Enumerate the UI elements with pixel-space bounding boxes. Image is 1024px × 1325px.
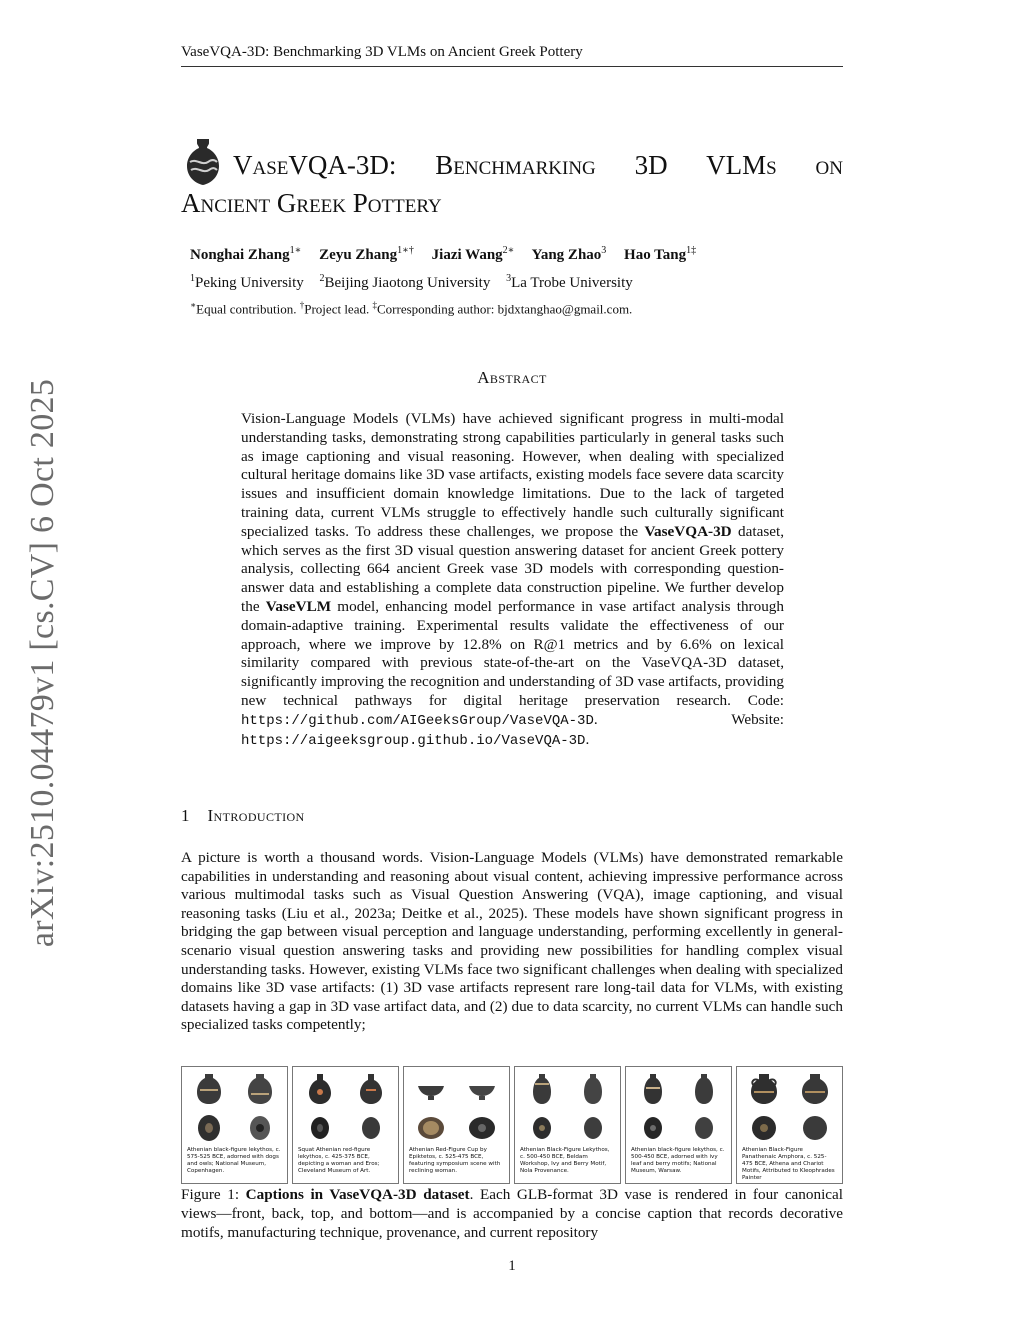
section-number: 1 [181, 806, 190, 825]
vase-view-image [347, 1109, 396, 1146]
affiliation [506, 275, 633, 291]
vase-view-image [407, 1109, 456, 1146]
vase-views [629, 1070, 728, 1146]
author-marks: 2∗ [502, 245, 515, 256]
vase-views [740, 1070, 839, 1146]
vase-view-image [185, 1109, 234, 1146]
vase-view-image [458, 1109, 507, 1146]
abstract-body [241, 410, 784, 750]
vase-view-image [236, 1070, 285, 1107]
figure-panel [736, 1066, 843, 1184]
author-marks: 3 [601, 245, 607, 256]
author-name: Zeyu Zhang [319, 247, 398, 263]
vase-view-image [185, 1070, 234, 1107]
vase-view-image [791, 1109, 840, 1146]
affiliation [320, 275, 491, 291]
author-list [190, 245, 710, 264]
figure-panel [403, 1066, 510, 1184]
model-name: VaseVLM [265, 597, 332, 615]
panel-caption: Squat Athenian red-figure lekythos, c. 425-375 BCE, depicting a woman and Eros; Cleveland Museum of Art. [298, 1147, 380, 1174]
section-title: Introduction [207, 806, 305, 825]
vase-view-image [296, 1070, 345, 1107]
figure-1 [181, 1066, 843, 1184]
figure-caption [181, 1186, 843, 1242]
vase-view-image [407, 1070, 456, 1107]
abstract-text: model, enhancing model performance in vase artifact analysis through domain-adaptive training. Experimental results validate the effectiveness of our approach, where we improve by 12.8% on R@1 metrics and by 6.6% on lexical similarity compared with previous state-of-the-art on the VaseVQA-3D dataset, significantly improving the recognition and understanding of 3D vase artifacts, providing new technical pathways for digital heritage preservation research. Code: [241, 597, 784, 709]
vase-view-image [629, 1070, 678, 1107]
vase-views [518, 1070, 617, 1146]
header-rule [181, 66, 843, 67]
vase-views [185, 1070, 284, 1146]
title-line-1: VaseVQA-3D: Benchmarking 3D VLMs on [233, 150, 843, 180]
author-name: Yang Zhao [531, 247, 602, 263]
affiliation-name: Beijing Jiaotong University [324, 275, 491, 291]
affiliation [190, 275, 304, 291]
figure-panel [181, 1066, 288, 1184]
equal-contribution-note: Equal contribution. [196, 301, 297, 317]
affiliation-name: La Trobe University [511, 275, 633, 291]
vase-view-image [791, 1070, 840, 1107]
author-name: Jiazi Wang [431, 247, 503, 263]
figure-caption-title: Captions in VaseVQA-3D dataset [245, 1186, 470, 1203]
affiliation-name: Peking University [195, 275, 304, 291]
abstract-text: . [585, 730, 590, 748]
figure-panel [292, 1066, 399, 1184]
abstract-text: dataset, which serves as the first 3D visual question answering dataset for ancient Greek pottery analysis, collecting 664 ancient Greek vase 3D models with corresponding question-answer data and establishing a complete data construction pipeline. We further develop the [241, 522, 784, 615]
title-line-2: Ancient Greek Pottery [181, 188, 442, 218]
vase-view-image [680, 1109, 729, 1146]
dataset-name: VaseVQA-3D [644, 522, 732, 540]
code-link[interactable]: https://github.com/AIGeeksGroup/VaseVQA-3D [241, 712, 594, 729]
author-notes [190, 300, 632, 317]
project-lead-note: Project lead. [304, 301, 370, 317]
section-heading [181, 806, 305, 826]
author [432, 247, 515, 263]
note-mark: † [299, 300, 305, 310]
author-marks: 1∗ [289, 245, 302, 256]
author-marks: 1∗† [397, 245, 414, 256]
vase-view-image [740, 1070, 789, 1107]
author-name: Hao Tang [624, 247, 687, 263]
author-marks: 1‡ [686, 245, 697, 256]
figure-panel [514, 1066, 621, 1184]
affiliation-list [190, 273, 645, 292]
vase-views [407, 1070, 506, 1146]
vase-view-image [629, 1109, 678, 1146]
panel-caption: Athenian Black-Figure Panathenaic Amphora, c. 525-475 BCE, Athena and Chariot Motifs, Attributed to Kleophrades Painter [742, 1147, 835, 1180]
panel-caption: Athenian black-figure lekythos, c. 500-450 BCE, adorned with ivy leaf and berry motifs; National Museum, Warsaw. [631, 1147, 725, 1174]
vase-views [296, 1070, 395, 1146]
vase-view-image [236, 1109, 285, 1146]
arxiv-id-text: arXiv:2510.04479v1 [cs.CV] 6 Oct 2025 [24, 378, 61, 948]
author [319, 247, 414, 263]
vase-view-image [458, 1070, 507, 1107]
running-head: VaseVQA-3D: Benchmarking 3D VLMs on Ancient Greek Pottery [181, 44, 583, 60]
affiliation-mark: 2 [319, 273, 325, 284]
note-mark: ‡ [372, 300, 377, 310]
arxiv-side-label [24, 378, 61, 948]
note-mark: ∗ [190, 300, 197, 310]
panel-caption: Athenian black-figure lekythos, c. 575-525 BCE, adorned with dogs and owls; National Museum, Copenhagen. [187, 1147, 281, 1174]
vase-view-image [569, 1109, 618, 1146]
vase-view-image [740, 1109, 789, 1146]
panel-caption: Athenian Red-Figure Cup by Epiktetos, c. 525-475 BCE, featuring symposium scene with reclining woman. [409, 1147, 501, 1174]
author [532, 247, 607, 263]
figure-label: Figure 1: [181, 1186, 246, 1203]
corresponding-author-note: Corresponding author: bjdxtanghao@gmail.com. [376, 301, 633, 317]
author-name: Nonghai Zhang [190, 247, 290, 263]
abstract-text: . Website: [593, 710, 784, 728]
vase-view-image [680, 1070, 729, 1107]
panel-caption: Athenian Black-Figure Lekythos, c. 500-450 BCE, Beldam Workshop, Ivy and Berry Motif, Nola Provenance. [520, 1147, 610, 1174]
paper-title [181, 146, 843, 222]
abstract-text: Vision-Language Models (VLMs) have achieved significant progress in multi-modal understanding tasks, demonstrating strong capabilities particularly in general tasks such as image captioning and visual reasoning. However, when dealing with specialized cultural heritage domains like 3D vase artifacts, existing models face severe data scarcity issues and insufficient domain knowledge limitations. Due to the lack of targeted training data, current VLMs struggle to effectively handle such culturally significant specialized tasks. To address these challenges, we propose the [241, 410, 784, 540]
figure-caption-text: . Each GLB-format 3D vase is rendered in four canonical views—front, back, top, and bottom—and is accompanied by a concise caption that records decorative motifs, manufacturing technique, provenance, and current repository [181, 1186, 844, 1241]
author [190, 247, 301, 263]
affiliation-mark: 3 [506, 273, 512, 284]
introduction-paragraph: A picture is worth a thousand words. Vision-Language Models (VLMs) have demonstrated remarkable capabilities in understanding and reasoning about visual content, achieving impressive performance across various multimodal tasks such as Visual Question Answering (VQA), image captioning, and visual reasoning tasks (Liu et al., 2023a; Deitke et al., 2025). These models have shown significant progress in bridging the gap between visual perception and language understanding, performing excellently in general-scenario visual question answering tasks and providing new possibilities for handling complex visual understanding tasks. However, existing VLMs face two significant challenges when dealing with specialized domains like 3D vase artifacts: (1) 3D vase artifacts represent rare long-tail data for VLMs, with existing datasets having a gap in 3D vase artifact data, and (2) due to data scarcity, no current VLMs can handle such specialized tasks competently; [181, 849, 843, 1034]
vase-view-image [518, 1109, 567, 1146]
abstract-heading: Abstract [477, 368, 547, 387]
vase-view-image [347, 1070, 396, 1107]
author [624, 247, 696, 263]
affiliation-mark: 1 [190, 273, 195, 284]
vase-view-image [296, 1109, 345, 1146]
figure-panel [625, 1066, 732, 1184]
page-number: 1 [508, 1258, 516, 1274]
vase-view-image [518, 1070, 567, 1107]
website-link[interactable]: https://aigeeksgroup.github.io/VaseVQA-3D [241, 732, 586, 749]
vase-view-image [569, 1070, 618, 1107]
